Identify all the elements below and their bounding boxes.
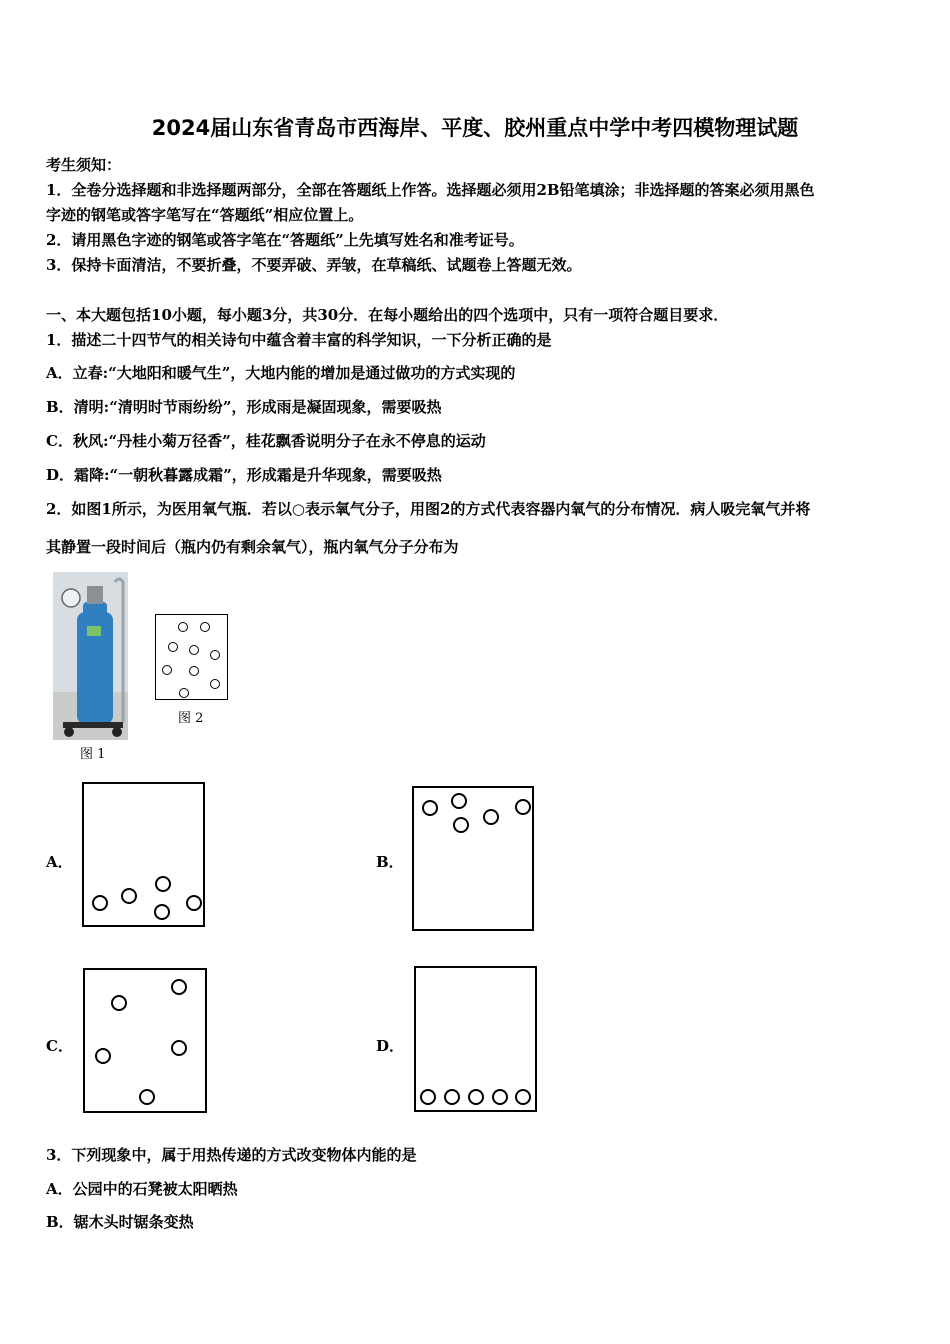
q3-option-a: A．公园中的石凳被太阳晒热	[46, 1180, 238, 1198]
molecule	[200, 622, 210, 632]
molecule	[483, 809, 499, 825]
molecule	[186, 895, 202, 911]
molecule	[155, 876, 171, 892]
q1-option-d: D．霜降:“一朝秋暮露成霜”，形成霜是升华现象，需要吸热	[46, 466, 442, 484]
q3-option-b: B．锯木头时锯条变热	[46, 1213, 194, 1231]
q1-option-b: B．清明:“清明时节雨纷纷”，形成雨是凝固现象，需要吸热	[46, 398, 442, 416]
label-tag	[87, 626, 101, 636]
molecule	[451, 793, 467, 809]
fig2-container	[155, 614, 228, 700]
notice-item: 1．全卷分选择题和非选择题两部分，全部在答题纸上作答。选择题必须用2B铅笔填涂；非选择题的答案必须用黑色	[46, 181, 815, 199]
cart-base	[63, 722, 123, 728]
notice-heading: 考生须知：	[46, 156, 122, 174]
q2-option-b-label: B．	[376, 853, 404, 871]
fig1-caption: 图 1	[80, 747, 106, 762]
q1-option-c: C．秋风:“丹桂小菊万径香”，桂花飘香说明分子在永不停息的运动	[46, 432, 486, 450]
molecule	[492, 1089, 508, 1105]
q2-option-d-container	[414, 966, 537, 1112]
q2-option-c-container	[83, 968, 207, 1113]
molecule	[420, 1089, 436, 1105]
molecule	[210, 650, 220, 660]
molecule	[139, 1089, 155, 1105]
notice-item: 3．保持卡面清洁，不要折叠，不要弄破、弄皱，在草稿纸、试题卷上答题无效。	[46, 256, 582, 274]
molecule	[453, 817, 469, 833]
q2-option-c-label: C．	[46, 1037, 73, 1055]
cylinder-neck	[83, 602, 107, 616]
molecule	[111, 995, 127, 1011]
molecule	[92, 895, 108, 911]
notice-item: 2．请用黑色字迹的钢笔或答字笔在“答题纸”上先填写姓名和准考证号。	[46, 231, 524, 249]
q2-option-b-container	[412, 786, 534, 931]
molecule	[171, 979, 187, 995]
molecule	[189, 666, 199, 676]
molecule	[210, 679, 220, 689]
q2-option-a-container	[82, 782, 205, 927]
valve	[87, 586, 103, 604]
molecule	[179, 688, 189, 698]
q2-stem-line1: 2．如图1所示，为医用氧气瓶．若以○表示氧气分子，用图2的方式代表容器内氧气的分布情况．病人吸完氧气并将	[46, 500, 811, 518]
q2-option-a-label: A．	[46, 853, 73, 871]
wheel	[112, 727, 122, 737]
molecule	[168, 642, 178, 652]
molecule	[444, 1089, 460, 1105]
molecule	[171, 1040, 187, 1056]
q3-stem: 3．下列现象中，属于用热传递的方式改变物体内能的是	[46, 1146, 417, 1164]
molecule	[121, 888, 137, 904]
q2-option-d-label: D．	[376, 1037, 405, 1055]
pressure-gauge	[62, 589, 80, 607]
q1-stem: 1．描述二十四节气的相关诗句中蕴含着丰富的科学知识，一下分析正确的是	[46, 331, 552, 349]
molecule	[95, 1048, 111, 1064]
molecule	[189, 645, 199, 655]
section-heading: 一、本大题包括10小题，每小题3分，共30分．在每小题给出的四个选项中，只有一项符合题目要求．	[46, 306, 729, 324]
exam-title: 2024届山东省青岛市西海岸、平度、胶州重点中学中考四模物理试题	[151, 116, 799, 140]
q1-option-a: A．立春:“大地阳和暖气生”，大地内能的增加是通过做功的方式实现的	[46, 364, 516, 382]
molecule	[515, 1089, 531, 1105]
molecule	[154, 904, 170, 920]
molecule	[468, 1089, 484, 1105]
molecule	[162, 665, 172, 675]
molecule	[422, 800, 438, 816]
fig2-caption: 图 2	[178, 711, 204, 726]
oxygen-cylinder-figure	[53, 572, 128, 740]
molecule	[178, 622, 188, 632]
molecule	[515, 799, 531, 815]
notice-item: 字迹的钢笔或答字笔写在“答题纸”相应位置上。	[46, 206, 364, 224]
q2-stem-line2: 其静置一段时间后（瓶内仍有剩余氧气），瓶内氧气分子分布为	[46, 538, 459, 556]
wheel	[64, 727, 74, 737]
